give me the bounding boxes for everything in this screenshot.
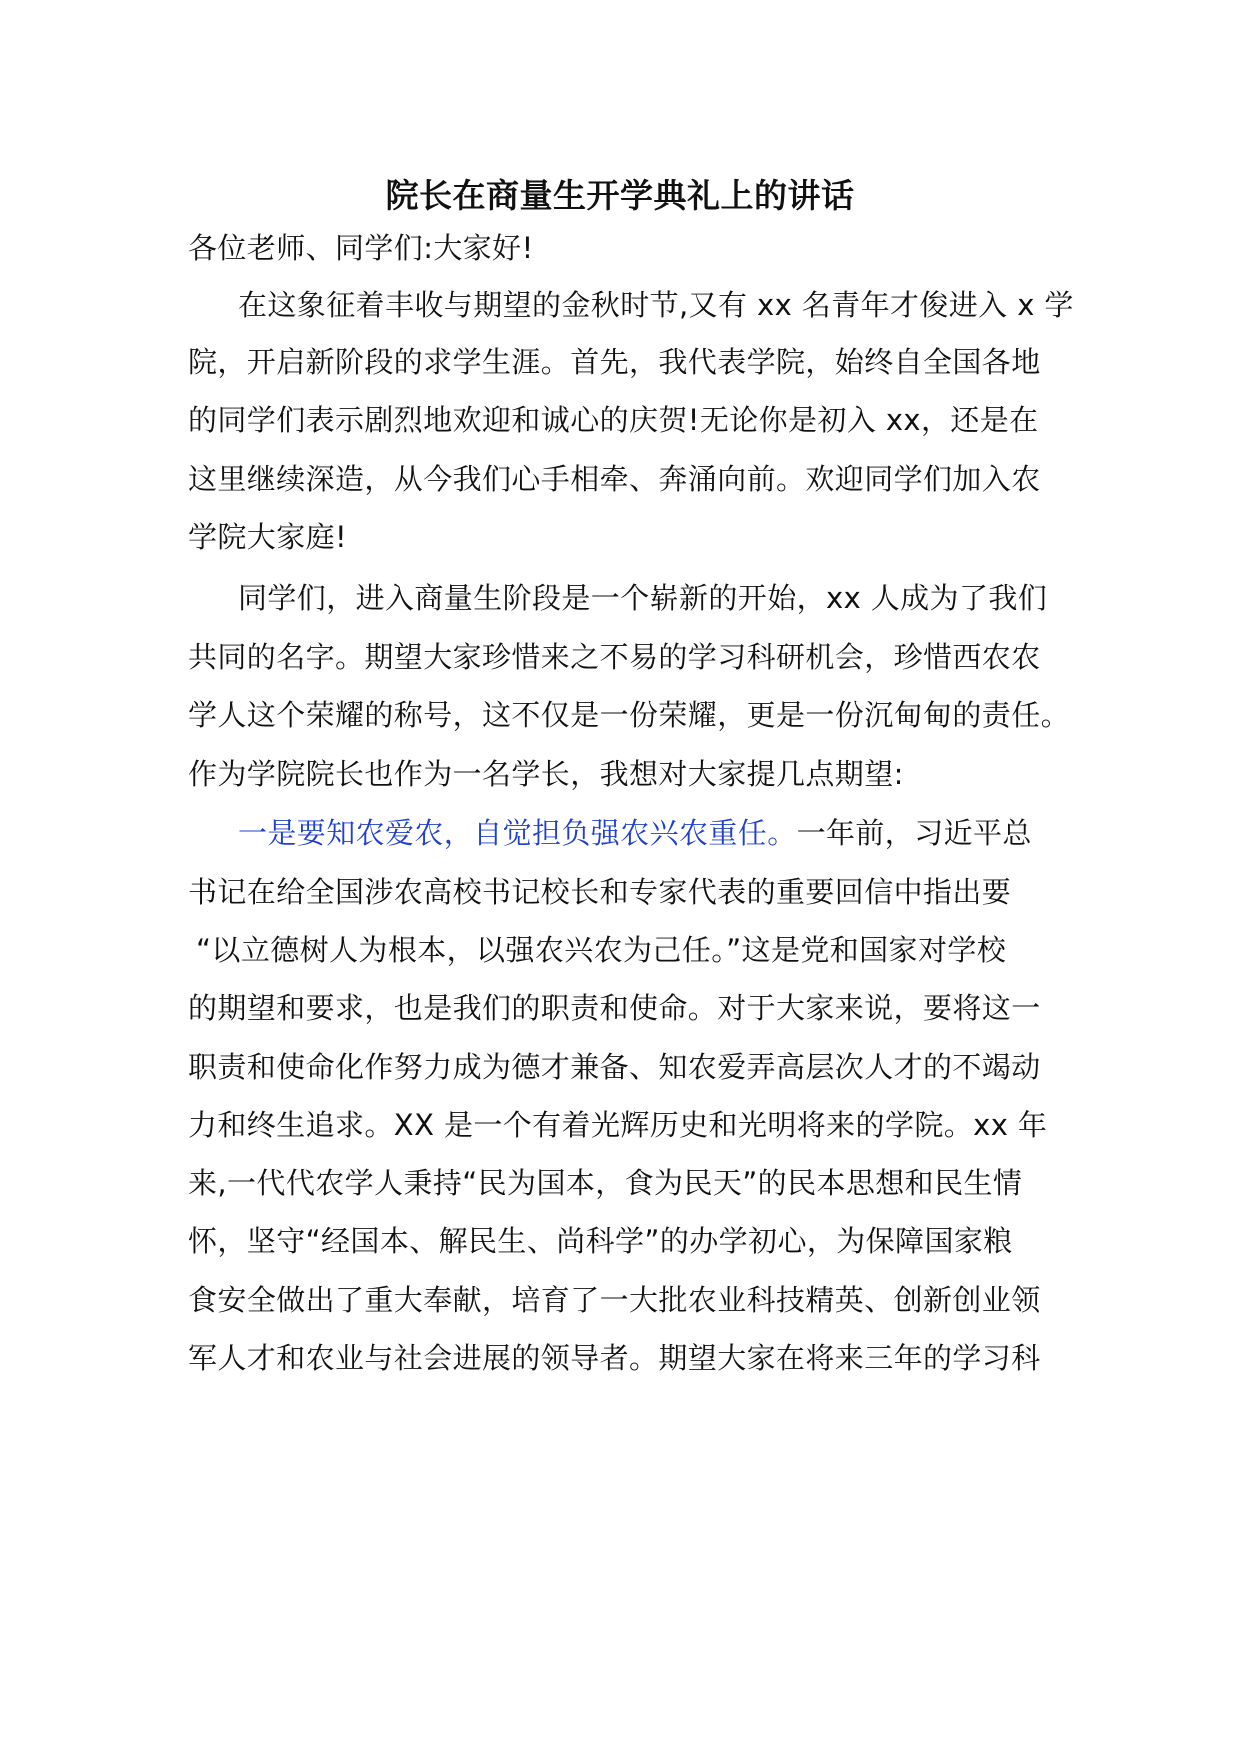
paragraph-line: 力和终生追求。XX 是一个有着光辉历史和光明将来的学院。xx 年: [188, 1108, 1048, 1142]
document-title: 院长在商量生开学典礼上的讲话: [385, 176, 855, 215]
paragraph-line: [238, 813, 1032, 853]
paragraph-line: 同学们，进入商量生阶段是一个崭新的开始，xx 人成为了我们: [238, 581, 1048, 615]
paragraph-line: 共同的名字。期望大家珍惜来之不易的学习科研机会，珍惜西农农: [188, 640, 1041, 674]
paragraph-line: 学院大家庭!: [188, 520, 348, 554]
paragraph-line: 书记在给全国涉农高校书记校长和专家代表的重要回信中指出要: [188, 875, 1012, 909]
paragraph-line: 这里继续深造，从今我们心手相牵、奔涌向前。欢迎同学们加入农: [188, 462, 1041, 496]
paragraph-line: 的同学们表示剧烈地欢迎和诚心的庆贺!无论你是初入 xx，还是在: [188, 403, 1039, 437]
paragraph-line: 怀，坚守“经国本、解民生、尚科学”的办学初心，为保障国家粮: [188, 1224, 1013, 1258]
paragraph-line: 在这象征着丰收与期望的金秋时节,又有 xx 名青年才俊进入 x 学: [238, 288, 1074, 322]
highlighted-heading: 一是要知农爱农，自觉担负强农兴农重任。: [238, 816, 797, 850]
paragraph-line: 学人这个荣耀的称号，这不仅是一份荣耀，更是一份沉甸甸的责任。: [188, 698, 1071, 732]
paragraph-text: 一年前，习近平总: [796, 816, 1032, 850]
paragraph-line: 的期望和要求，也是我们的职责和使命。对于大家来说，要将这一: [188, 991, 1041, 1025]
paragraph-line: 院，开启新阶段的求学生涯。首先，我代表学院，始终自全国各地: [188, 345, 1041, 379]
paragraph-line: 军人才和农业与社会进展的领导者。期望大家在将来三年的学习科: [188, 1341, 1041, 1375]
paragraph-line: 作为学院院长也作为一名学长，我想对大家提几点期望:: [188, 757, 904, 791]
paragraph-line: 食安全做出了重大奉献，培育了一大批农业科技精英、创新创业领: [188, 1283, 1041, 1317]
paragraph-line: 来,一代代农学人秉持“民为国本，食为民天”的民本思想和民生情: [188, 1166, 1023, 1200]
salutation: 各位老师、同学们:大家好!: [188, 231, 534, 265]
paragraph-line: “以立德树人为根本，以强农兴农为己任。”这是党和国家对学校: [196, 933, 1007, 967]
paragraph-line: 职责和使命化作努力成为德才兼备、知农爱弄高层次人才的不竭动: [188, 1050, 1041, 1084]
